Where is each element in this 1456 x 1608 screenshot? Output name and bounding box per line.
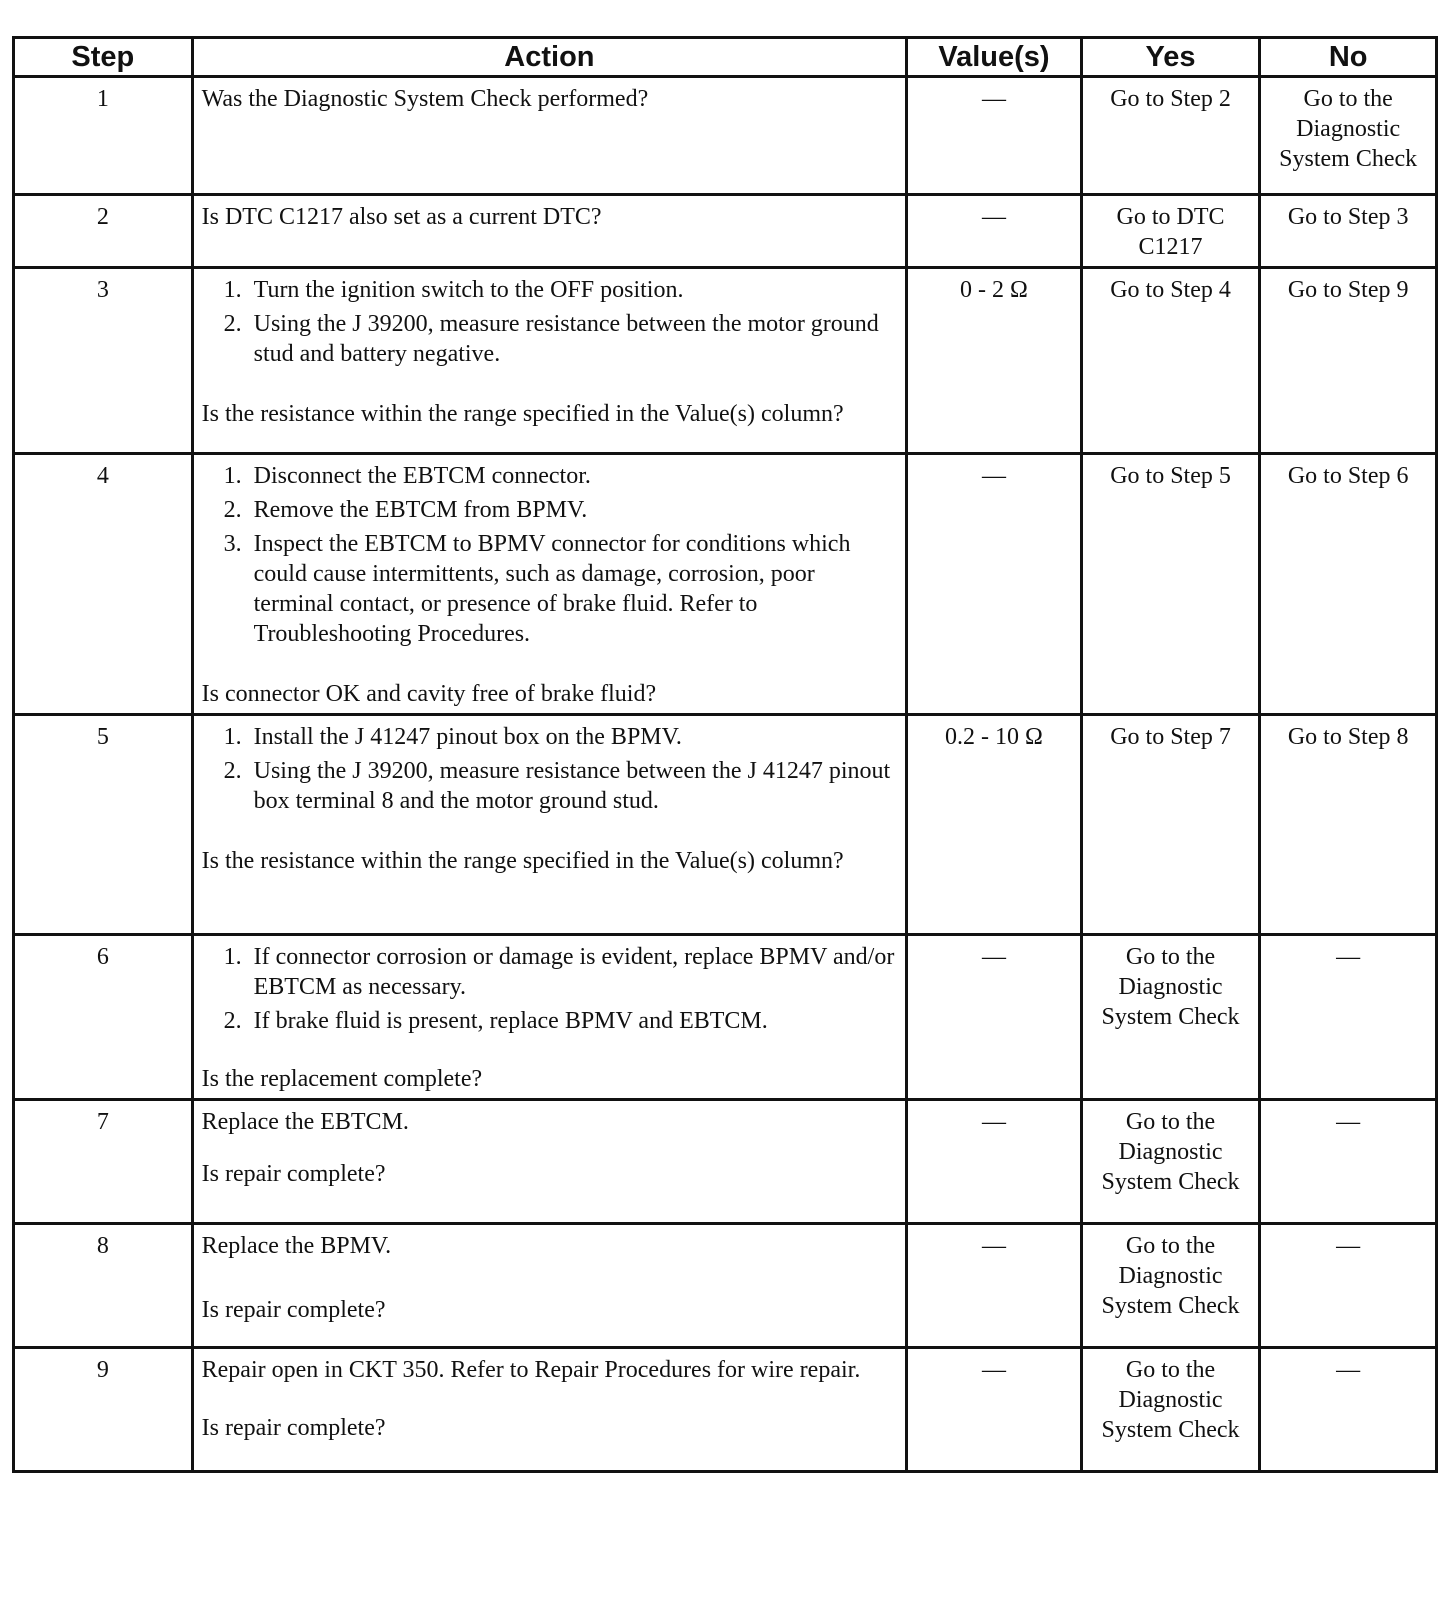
step-number: 8 xyxy=(14,1224,193,1348)
action-step-number: 1. xyxy=(223,277,242,303)
action-cell xyxy=(192,268,907,454)
no-cell: Go to Step 9 xyxy=(1260,268,1437,454)
action-step xyxy=(224,495,898,525)
action-step xyxy=(224,722,898,752)
no-cell: Go to Step 6 xyxy=(1260,454,1437,715)
no-cell: — xyxy=(1260,1348,1437,1472)
action-cell xyxy=(192,715,907,935)
step-number: 1 xyxy=(14,77,193,195)
action-step xyxy=(224,309,898,369)
action-step xyxy=(224,1006,898,1036)
table-row xyxy=(14,77,1437,195)
action-cell xyxy=(192,1348,907,1472)
action-question: Is the replacement complete? xyxy=(201,1066,483,1092)
table-row xyxy=(14,1224,1437,1348)
header-step: Step xyxy=(14,38,193,77)
no-cell: Go to Step 8 xyxy=(1260,715,1437,935)
value-cell: 0.2 - 10 Ω xyxy=(907,715,1082,935)
value-cell: — xyxy=(907,195,1082,268)
action-step xyxy=(224,461,898,491)
action-cell xyxy=(192,935,907,1100)
action-step-text: Install the J 41247 pinout box on the BPMV. xyxy=(253,724,682,750)
yes-cell: Go to DTC C1217 xyxy=(1081,195,1260,268)
action-step-text: Remove the EBTCM from BPMV. xyxy=(253,497,588,523)
value-cell: — xyxy=(907,935,1082,1100)
action-step-text: Using the J 39200, measure resistance between the J 41247 pinout box terminal 8 and the motor ground stud. xyxy=(253,758,891,814)
action-steps-list xyxy=(224,275,898,369)
action-text: Was the Diagnostic System Check performed? xyxy=(201,86,649,112)
action-cell xyxy=(192,454,907,715)
yes-cell: Go to the Diagnostic System Check xyxy=(1081,1348,1260,1472)
action-step-number: 2. xyxy=(223,497,242,523)
no-cell: — xyxy=(1260,935,1437,1100)
action-step-number: 1. xyxy=(223,463,242,489)
action-steps-list xyxy=(224,942,898,1036)
action-question: Is repair complete? xyxy=(201,1161,386,1187)
header-values: Value(s) xyxy=(907,38,1082,77)
header-yes: Yes xyxy=(1081,38,1260,77)
yes-cell: Go to the Diagnostic System Check xyxy=(1081,1224,1260,1348)
action-text: Is DTC C1217 also set as a current DTC? xyxy=(201,204,602,230)
action-step-text: If connector corrosion or damage is evident, replace BPMV and/or EBTCM as necessary. xyxy=(253,944,895,1000)
action-cell xyxy=(192,1224,907,1348)
yes-cell: Go to Step 7 xyxy=(1081,715,1260,935)
header-row xyxy=(14,38,1437,77)
action-step-number: 2. xyxy=(223,758,242,784)
value-cell: — xyxy=(907,1100,1082,1224)
yes-cell: Go to Step 2 xyxy=(1081,77,1260,195)
step-number: 6 xyxy=(14,935,193,1100)
table-body xyxy=(14,77,1437,1472)
action-step-text: If brake fluid is present, replace BPMV and EBTCM. xyxy=(253,1008,768,1034)
value-cell: — xyxy=(907,1348,1082,1472)
table-row xyxy=(14,935,1437,1100)
step-number: 9 xyxy=(14,1348,193,1472)
action-question: Is connector OK and cavity free of brake fluid? xyxy=(201,681,657,707)
action-question: Is the resistance within the range specified in the Value(s) column? xyxy=(201,848,844,874)
action-step xyxy=(224,756,898,816)
action-cell xyxy=(192,1100,907,1224)
action-question: Is the resistance within the range specified in the Value(s) column? xyxy=(201,401,844,427)
table-row xyxy=(14,268,1437,454)
step-number: 5 xyxy=(14,715,193,935)
action-cell xyxy=(192,77,907,195)
action-step-number: 3. xyxy=(223,531,242,557)
action-steps-list xyxy=(224,722,898,816)
value-cell: — xyxy=(907,454,1082,715)
table-row xyxy=(14,715,1437,935)
yes-cell: Go to the Diagnostic System Check xyxy=(1081,1100,1260,1224)
value-cell: 0 - 2 Ω xyxy=(907,268,1082,454)
action-question: Is repair complete? xyxy=(201,1297,386,1323)
action-step-number: 1. xyxy=(223,724,242,750)
no-cell: — xyxy=(1260,1224,1437,1348)
action-step-text: Inspect the EBTCM to BPMV connector for conditions which could cause intermittents, such as damage, corrosion, poor terminal contact, or presence of brake fluid. Refer to Troubleshooting Procedures. xyxy=(253,531,851,647)
yes-cell: Go to Step 5 xyxy=(1081,454,1260,715)
value-cell: — xyxy=(907,1224,1082,1348)
action-step xyxy=(224,942,898,1002)
header-no: No xyxy=(1260,38,1437,77)
action-step-number: 2. xyxy=(223,1008,242,1034)
step-number: 2 xyxy=(14,195,193,268)
action-steps-list xyxy=(224,461,898,649)
action-step-number: 2. xyxy=(223,311,242,337)
action-question: Is repair complete? xyxy=(201,1415,386,1441)
action-text: Repair open in CKT 350. Refer to Repair Procedures for wire repair. xyxy=(201,1357,861,1383)
step-number: 4 xyxy=(14,454,193,715)
header-action: Action xyxy=(192,38,907,77)
table-row xyxy=(14,454,1437,715)
table-row xyxy=(14,1100,1437,1224)
action-step-text: Turn the ignition switch to the OFF position. xyxy=(253,277,684,303)
action-step-text: Disconnect the EBTCM connector. xyxy=(253,463,591,489)
table-row xyxy=(14,1348,1437,1472)
value-cell: — xyxy=(907,77,1082,195)
action-text: Replace the EBTCM. xyxy=(201,1109,409,1135)
action-step xyxy=(224,529,898,649)
no-cell: Go to the Diagnostic System Check xyxy=(1260,77,1437,195)
action-step-text: Using the J 39200, measure resistance between the motor ground stud and battery negative. xyxy=(253,311,879,367)
action-step xyxy=(224,275,898,305)
no-cell: Go to Step 3 xyxy=(1260,195,1437,268)
yes-cell: Go to Step 4 xyxy=(1081,268,1260,454)
step-number: 3 xyxy=(14,268,193,454)
yes-cell: Go to the Diagnostic System Check xyxy=(1081,935,1260,1100)
table-row xyxy=(14,195,1437,268)
action-cell xyxy=(192,195,907,268)
action-text: Replace the BPMV. xyxy=(201,1233,392,1259)
action-step-number: 1. xyxy=(223,944,242,970)
step-number: 7 xyxy=(14,1100,193,1224)
diagnostic-table xyxy=(12,36,1438,1473)
no-cell: — xyxy=(1260,1100,1437,1224)
